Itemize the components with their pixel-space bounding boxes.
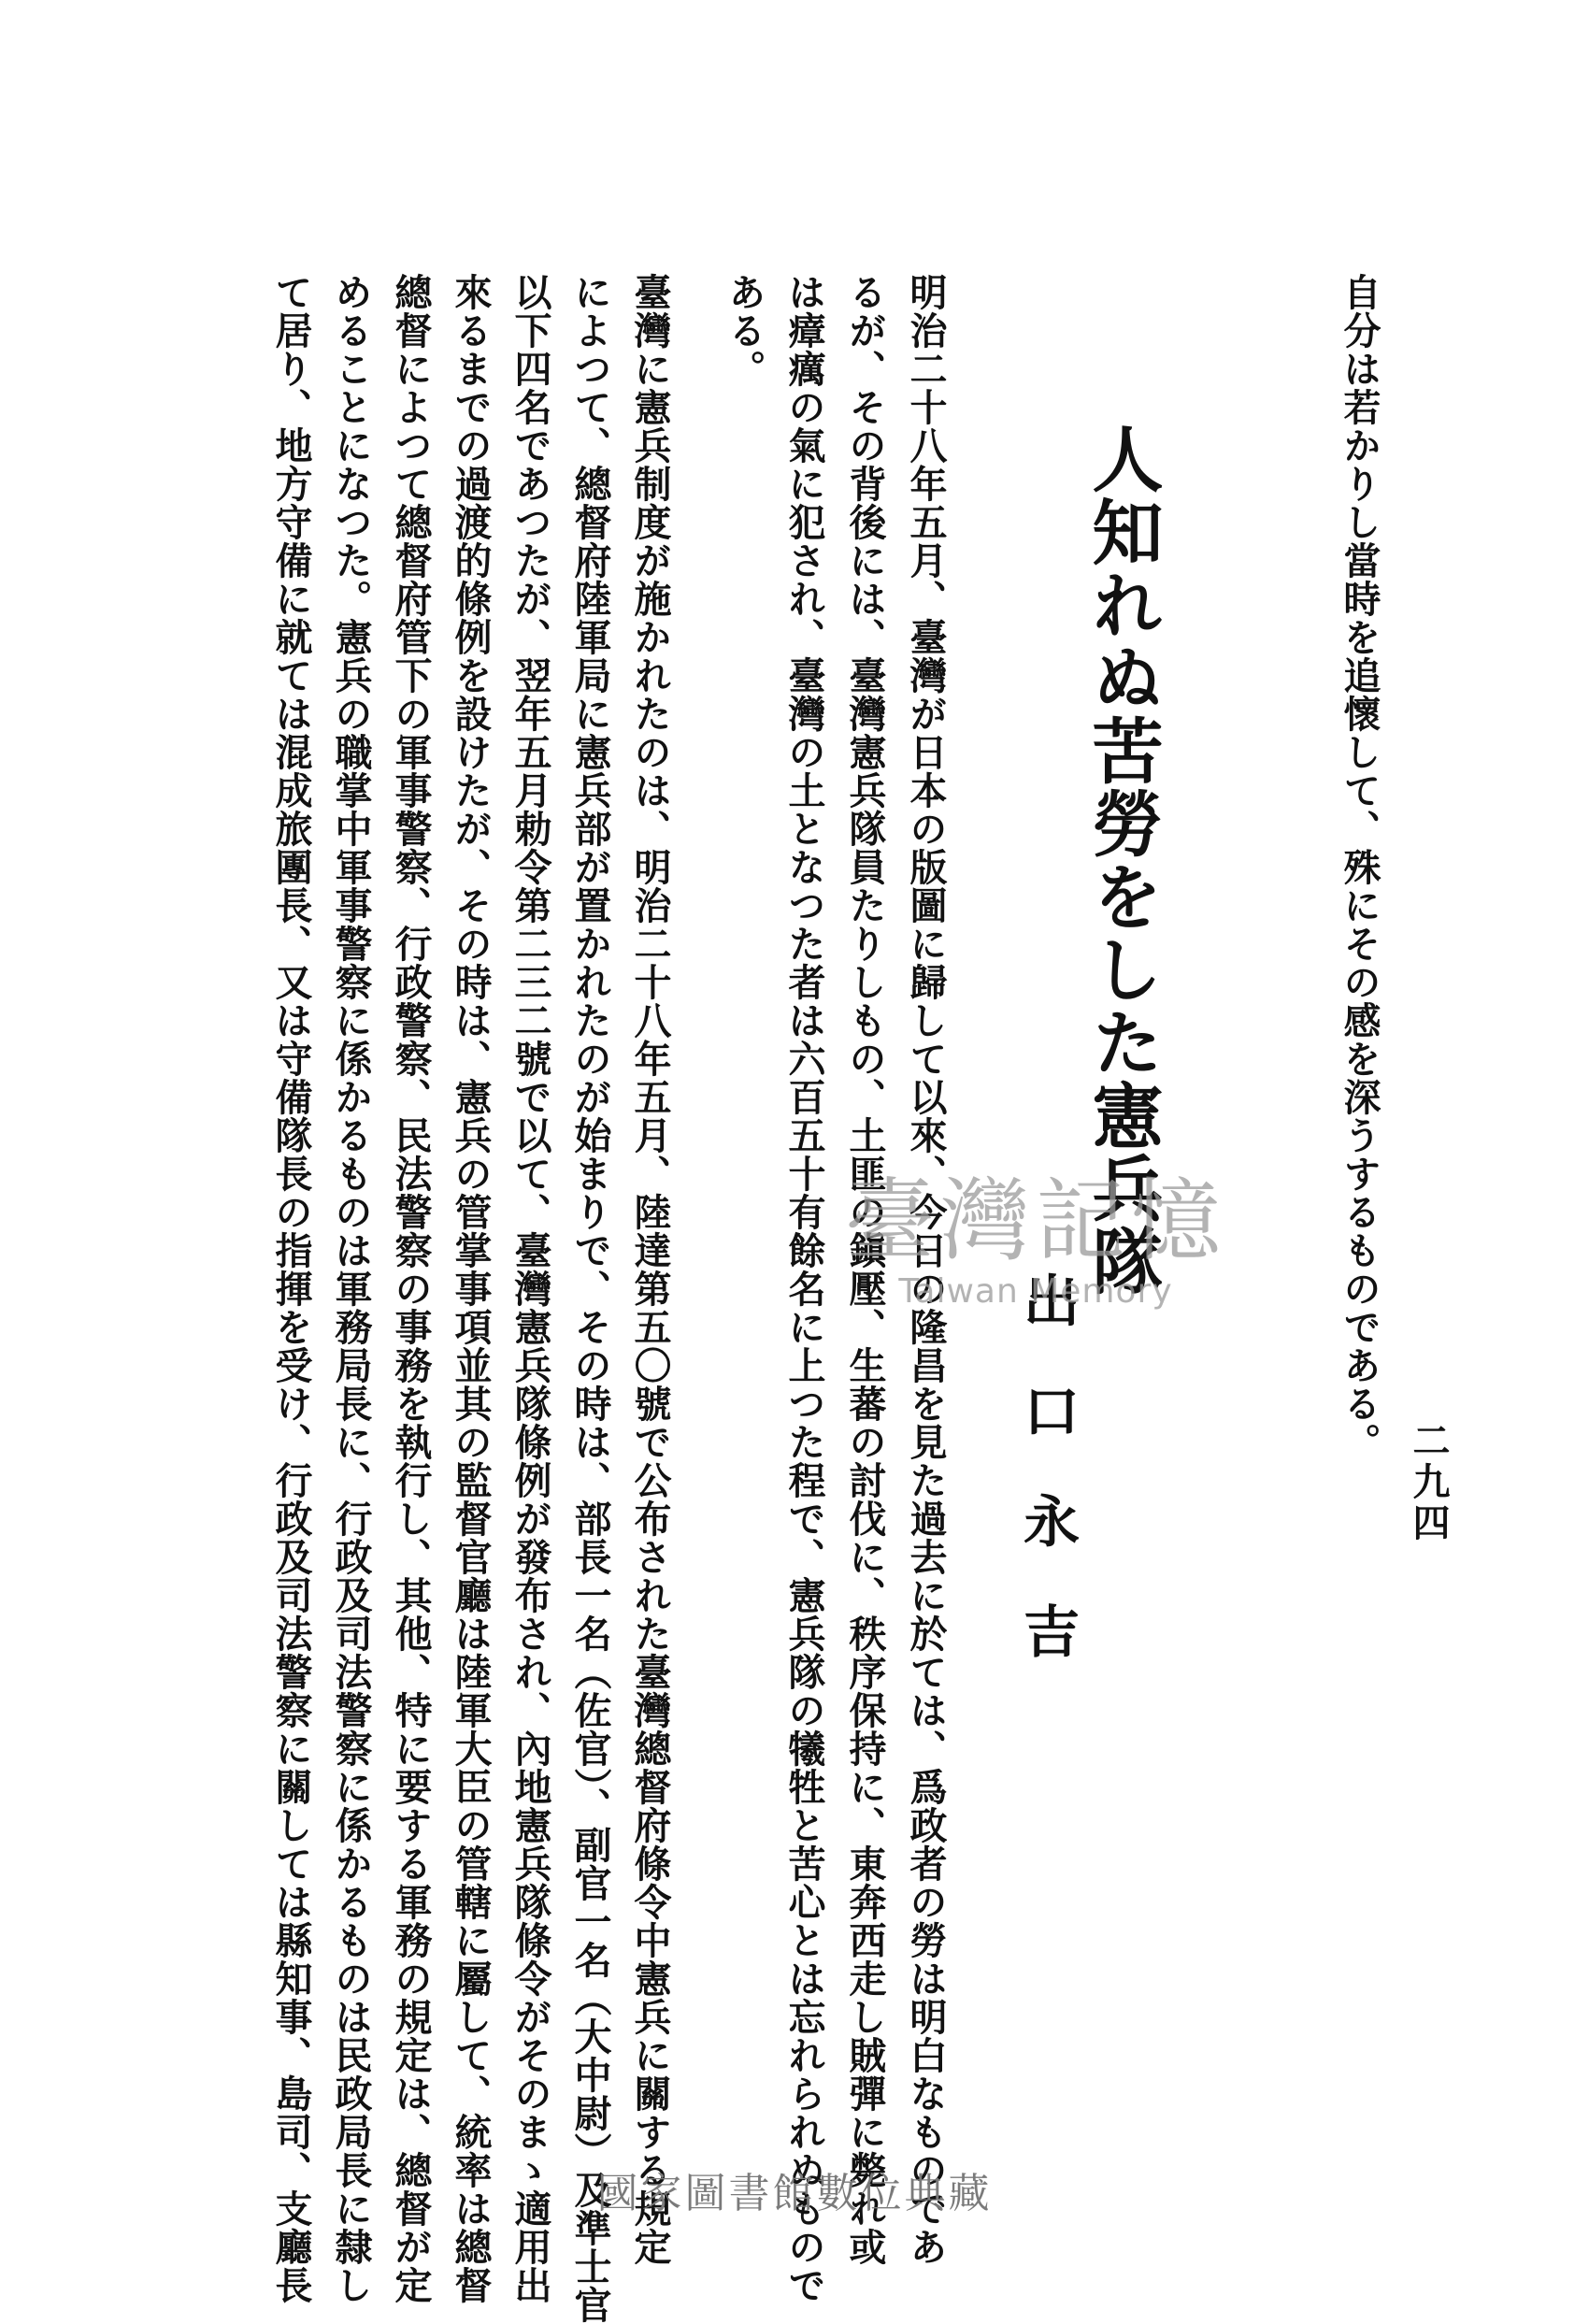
body-column-6: によつて、總督府陸軍局に憲兵部が置かれたのが始まりで、その時は、部長一名（佐官）、副官一名（大中尉）及準士官 (568, 273, 612, 2324)
footer-credit: 國家圖書館數位典藏 (596, 2170, 993, 2217)
body-column-7: 以下四名であつたが、翌年五月勅令第二三二號で以て、臺灣憲兵隊條例が發布され、內地憲兵隊條令がそのまゝ適用出 (508, 273, 552, 2304)
watermark-chinese: 臺灣記憶 (845, 1169, 1226, 1273)
body-column-10: めることになつた。憲兵の職掌中軍事警察に係かるものは軍務局長に、行政及司法警察に係かるものは民政局長に隸し (329, 273, 373, 2304)
body-column-4: ある。 (723, 273, 766, 388)
body-column-11: て居り、地方守備に就ては混成旅團長、又は守備隊長の指揮を受け、行政及司法警察に關しては縣知事、島司、支廳長 (269, 273, 313, 2304)
intro-line: 自分は若かりし當時を追懷して、殊にその感を深うするものである。 (1338, 273, 1381, 1461)
body-column-1: 明治二十八年五月、臺灣が日本の版圖に歸して以來、今日の隆昌を見た過去に於ては、爲政者の勞は明白なものであ (904, 273, 948, 2266)
body-column-2: るが、その背後には、臺灣憲兵隊員たりしもの、土匪の鎭壓、生蕃の討伐に、秩序保持に、東奔西走し賊彈に斃れ或 (843, 273, 887, 2266)
body-column-3: は瘴癘の氣に犯され、臺灣の土となつた者は六百五十有餘名に上つた程で、憲兵隊の犧牲と苦心とは忘れられぬもので (782, 273, 826, 2304)
author-name: 出口永吉 (1014, 1271, 1080, 1713)
body-column-9: 總督によつて總督府管下の軍事警察、行政警察、民法警察の事務を執行し、其他、特に要する軍務の規定は、總督が定 (389, 273, 433, 2304)
body-column-5: 臺灣に憲兵制度が施かれたのは、明治二十八年五月、陸達第五〇號で公布された臺灣總督府條令中憲兵に關する規定 (628, 273, 672, 2266)
body-column-8: 來るまでの過渡的條例を設けたが、その時は、憲兵の管掌事項並其の監督官廳は陸軍大臣の管轄に屬して、統率は總督 (449, 273, 493, 2304)
article-title: 人知れぬ苦勞をした憲兵隊 (1081, 423, 1164, 1298)
page-number: 二九四 (1407, 1421, 1451, 1544)
watermark-english: Taiwan Memory (898, 1272, 1173, 1311)
